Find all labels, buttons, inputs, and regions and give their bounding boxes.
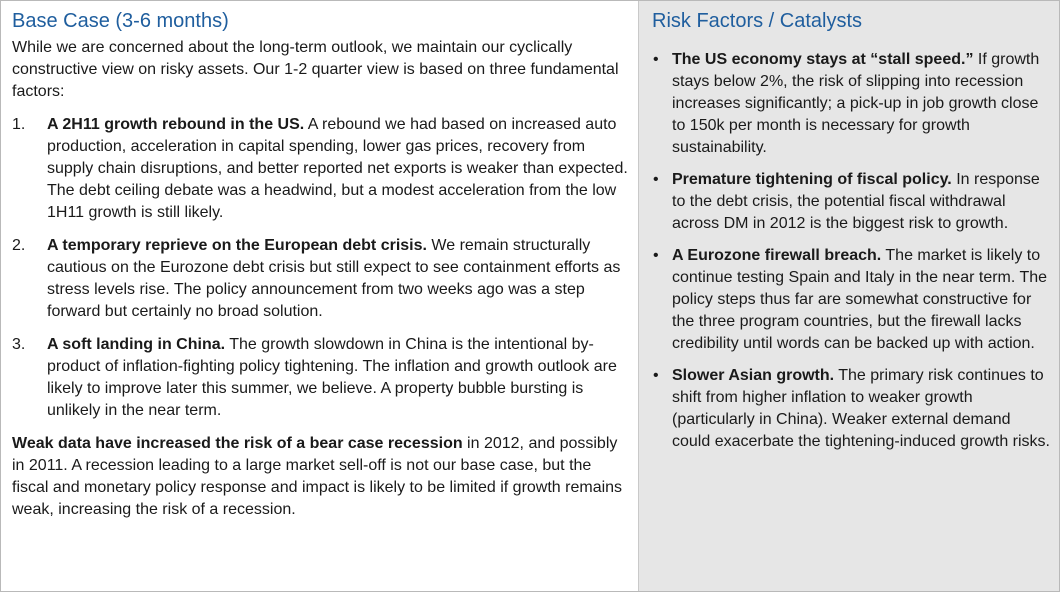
- list-item-body: [672, 245, 1053, 355]
- list-item-heading: Slower Asian growth.: [672, 367, 835, 384]
- risk-factors-panel: [638, 1, 1059, 591]
- bullet-icon: •: [653, 51, 659, 68]
- bullet-icon: •: [653, 247, 659, 264]
- list-item-body: [672, 365, 1053, 453]
- list-item-body: [47, 235, 628, 323]
- fundamental-factors-list: [12, 114, 628, 422]
- risk-factors-list: [652, 49, 1053, 453]
- bear-case-heading: Weak data have increased the risk of a bear case recession: [12, 435, 463, 452]
- list-item-text: The primary risk continues to shift from higher inflation to weaker growth (particularly in China). Weaker external demand could exacerbate the tightening-induced growth risks.: [672, 367, 1050, 450]
- bullet-icon: •: [653, 171, 659, 188]
- list-number: 2.: [12, 237, 26, 254]
- list-item-body: [672, 49, 1053, 159]
- list-item: [652, 245, 1053, 355]
- list-item-body: [672, 169, 1053, 235]
- list-item-text: A rebound we had based on increased auto production, acceleration in capital spending, lower gas prices, recovery from supply chain disruptions, and better reported net exports is weaker than expected. The debt ceiling debate was a headwind, but a modest acceleration from the low 1H11 growth is still likely.: [47, 116, 628, 221]
- list-item: [652, 49, 1053, 159]
- list-item: [652, 169, 1053, 235]
- list-item: [12, 114, 628, 224]
- list-item-heading: A temporary reprieve on the European debt crisis.: [47, 237, 427, 254]
- list-item-body: [47, 114, 628, 224]
- bear-case-paragraph: [12, 433, 628, 521]
- base-case-title: Base Case (3-6 months): [12, 10, 229, 32]
- list-item-text: The growth slowdown in China is the intentional by-product of inflation-fighting policy tightening. The inflation and growth outlook are likely to improve later this summer, we believe. A property bubble bursting is unlikely in the near term.: [47, 336, 617, 419]
- list-item-text: In response to the debt crisis, the potential fiscal withdrawal across DM in 2012 is the biggest risk to growth.: [672, 171, 1040, 232]
- list-item: [652, 365, 1053, 453]
- list-item-heading: Premature tightening of fiscal policy.: [672, 171, 952, 188]
- list-item-heading: A soft landing in China.: [47, 336, 226, 353]
- list-item: [12, 334, 628, 422]
- bear-case-text: in 2012, and possibly in 2011. A recession leading to a large market sell-off is not our base case, but the fiscal and monetary policy response and impact is likely to be limited if growth remains weak, increasing the risk of a recession.: [12, 435, 623, 518]
- list-item-body: [47, 334, 628, 422]
- risk-factors-title: Risk Factors / Catalysts: [652, 10, 863, 32]
- list-number: 3.: [12, 336, 26, 353]
- list-item: [12, 235, 628, 323]
- base-case-intro: While we are concerned about the long-term outlook, we maintain our cyclically constructive view on risky assets. Our 1-2 quarter view is based on three fundamental factors:: [12, 39, 619, 100]
- bullet-icon: •: [653, 367, 659, 384]
- list-item-heading: The US economy stays at “stall speed.”: [672, 51, 974, 68]
- base-case-panel: [1, 1, 638, 591]
- list-item-text: If growth stays below 2%, the risk of slipping into recession increases significantly; a pick-up in job growth close to 150k per month is necessary for growth sustainability.: [672, 51, 1040, 156]
- list-item-heading: A Eurozone firewall breach.: [672, 247, 882, 264]
- list-item-heading: A 2H11 growth rebound in the US.: [47, 116, 305, 133]
- list-item-text: We remain structurally cautious on the Eurozone debt crisis but still expect to see containment efforts as stress levels rise. The policy announcement from two weeks ago was a step forward but certainly no broad solution.: [47, 237, 621, 320]
- list-item-text: The market is likely to continue testing Spain and Italy in the near term. The policy steps thus far are somewhat constructive for the three program countries, but the firewall lacks credibility until words can be backed up with action.: [672, 247, 1048, 352]
- list-number: 1.: [12, 116, 26, 133]
